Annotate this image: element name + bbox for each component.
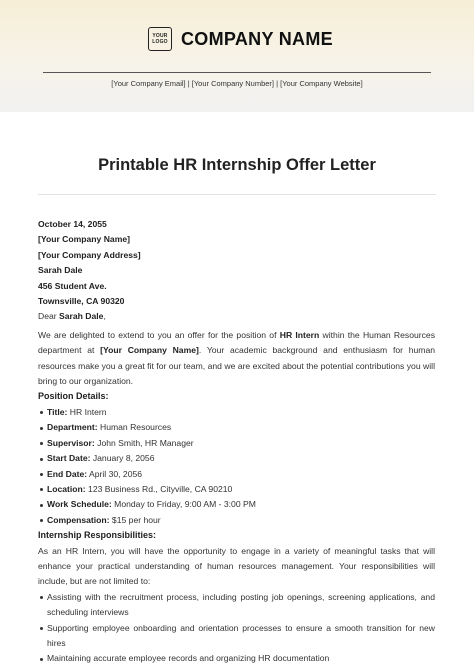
letter-body: [38, 217, 435, 667]
responsibilities-heading: Internship Responsibilities:: [38, 530, 157, 541]
detail-label: End Date:: [47, 468, 88, 479]
detail-item: [38, 482, 435, 497]
company-name: COMPANY NAME: [181, 28, 333, 49]
detail-label: Title:: [47, 406, 68, 417]
letterhead: [0, 0, 474, 112]
logo-line-2: LOGO: [152, 39, 168, 45]
detail-value: Monday to Friday, 9:00 AM - 3:00 PM: [111, 499, 256, 510]
salutation: [38, 309, 435, 324]
detail-item: [38, 513, 435, 528]
recipient-name: Sarah Dale: [38, 265, 83, 276]
intro-paragraph: [38, 328, 435, 390]
position-details-heading: Position Details:: [38, 391, 109, 402]
detail-item: [38, 467, 435, 482]
detail-value: January 8, 2056: [90, 453, 155, 464]
company-contact-line: [Your Company Email] | [Your Company Number] | [Your Company Website]: [111, 79, 363, 88]
detail-item: [38, 497, 435, 512]
salutation-prefix: Dear: [38, 311, 60, 322]
recipient-street: 456 Student Ave.: [38, 280, 107, 291]
intro-company: [Your Company Name]: [100, 345, 199, 356]
detail-label: Work Schedule:: [47, 499, 112, 510]
detail-label: Location:: [47, 483, 86, 494]
sender-company-address: [Your Company Address]: [38, 249, 141, 260]
responsibilities-intro: As an HR Intern, you will have the opportunity to engage in a variety of meaningful tasks that will enhance your practical understanding of human resources management. Your responsibilities will include, but are not limited to:: [38, 545, 435, 587]
detail-item: [38, 451, 435, 466]
responsibility-item: Maintaining accurate employee records and organizing HR documentation: [38, 651, 435, 666]
intro-position: HR Intern: [279, 329, 320, 340]
responsibility-item: Assisting with the recruitment process, including posting job openings, screening applications, and scheduling interviews: [38, 590, 435, 621]
position-details-list: [38, 405, 435, 528]
responsibility-item: Supporting employee onboarding and orientation processes to ensure a smooth transition for new hires: [38, 621, 435, 652]
detail-label: Start Date:: [47, 453, 91, 464]
detail-label: Department:: [47, 422, 98, 433]
responsibilities-list: [38, 590, 435, 667]
intro-part-3: . Your academic background and enthusiasm for human resources make you a great fit for our team, and we are excited about the potential contributions you will bring to our organization.: [38, 345, 436, 387]
detail-value: Human Resources: [97, 422, 172, 433]
detail-item: [38, 436, 435, 451]
sender-company-name: [Your Company Name]: [38, 234, 130, 245]
detail-label: Compensation:: [47, 514, 110, 525]
detail-item: [38, 405, 435, 420]
title-divider: [38, 194, 436, 195]
logo-line-1: YOUR: [152, 33, 168, 39]
salutation-name: Sarah Dale: [59, 311, 104, 322]
company-brand: [148, 26, 333, 52]
detail-item: [38, 420, 435, 435]
detail-label: Supervisor:: [47, 437, 95, 448]
detail-value: HR Intern: [67, 406, 107, 417]
salutation-suffix: ,: [103, 311, 106, 322]
detail-value: John Smith, HR Manager: [94, 437, 194, 448]
detail-value: April 30, 2056: [87, 468, 143, 479]
detail-value: $15 per hour: [109, 514, 161, 525]
header-divider: [43, 72, 431, 73]
letter-date: October 14, 2055: [38, 219, 107, 229]
company-logo: [148, 27, 172, 51]
recipient-city: Townsville, CA 90320: [38, 296, 125, 307]
detail-value: 123 Business Rd., Cityville, CA 90210: [85, 483, 233, 494]
intro-part-2: within the Human Resources department at: [38, 329, 436, 356]
document-title: Printable HR Internship Offer Letter: [98, 156, 376, 174]
intro-part-1: We are delighted to extend to you an offer for the position of: [38, 329, 280, 340]
